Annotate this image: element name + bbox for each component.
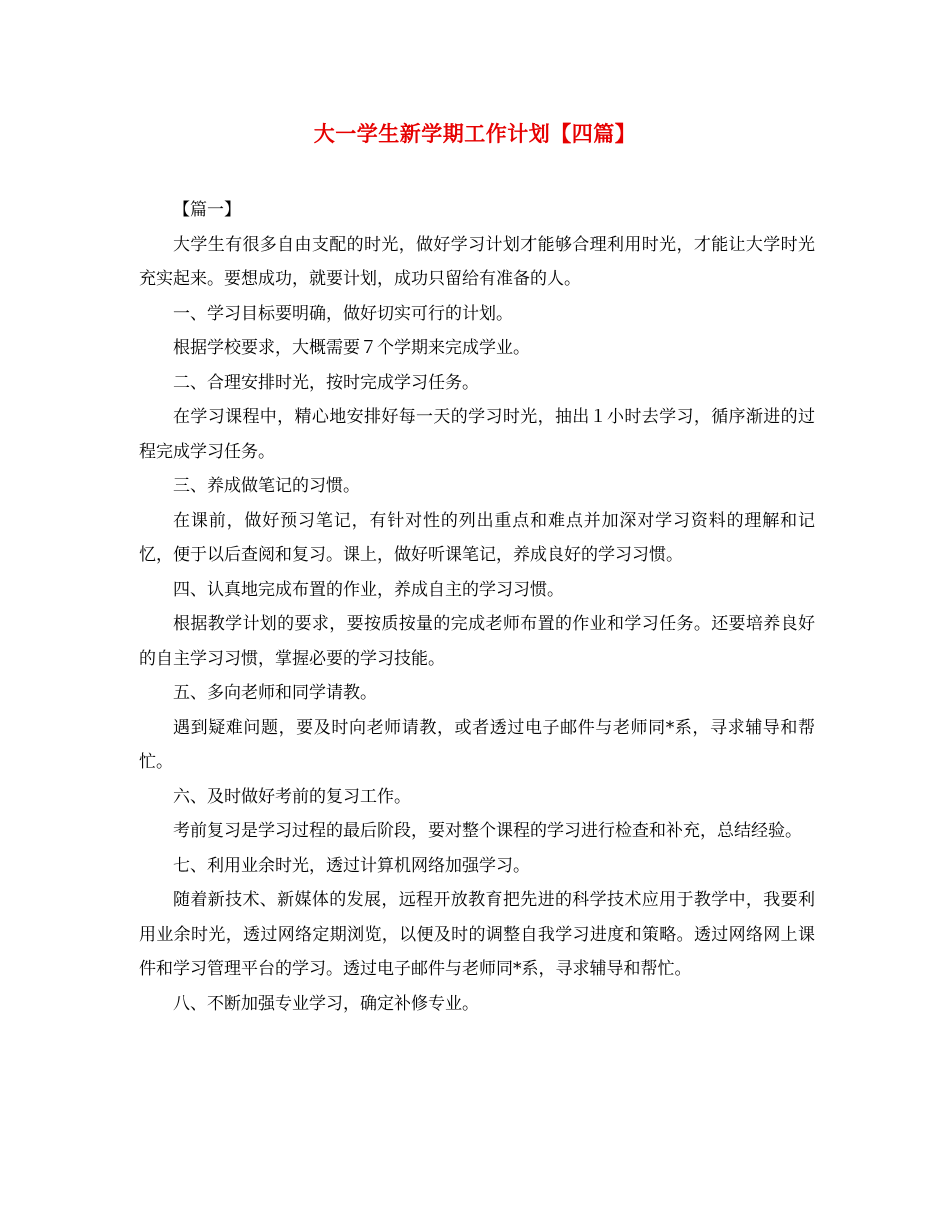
paragraph: 在课前，做好预习笔记，有针对性的列出重点和难点并加深对学习资料的理解和记忆，便于以后查阅和复习。课上，做好听课笔记，养成良好的学习习惯。	[139, 510, 815, 565]
paragraph: 随着新技术、新媒体的发展，远程开放教育把先进的科学技术应用于教学中，我要利用业余时光，透过网络定期浏览，以便及时的调整自我学习进度和策略。透过网络网上课件和学习管理平台的学习。透过电子邮件与老师同*系，寻求辅导和帮忙。	[139, 890, 815, 979]
document-title: 大一学生新学期工作计划【四篇】	[313, 121, 637, 146]
paragraph: 考前复习是学习过程的最后阶段，要对整个课程的学习进行检查和补充，总结经验。	[173, 821, 802, 841]
heading-item: 八、不断加强专业学习，确定补修专业。	[173, 993, 479, 1014]
section-label: 【篇一】	[173, 200, 241, 220]
paragraph: 大学生有很多自由支配的时光，做好学习计划才能够合理利用时光，才能让大学时光充实起来。要想成功，就要计划，成功只留给有准备的人。	[139, 234, 815, 289]
heading-item: 七、利用业余时光，透过计算机网络加强学习。	[173, 855, 530, 876]
heading-item: 六、及时做好考前的复习工作。	[173, 786, 411, 807]
heading-item: 四、认真地完成布置的作业，养成自主的学习习惯。	[173, 579, 564, 600]
heading-item: 一、学习目标要明确，做好切实可行的计划。	[173, 303, 513, 324]
paragraph: 在学习课程中，精心地安排好每一天的学习时光，抽出１小时去学习，循序渐进的过程完成学习任务。	[139, 407, 815, 462]
heading-item: 三、养成做笔记的习惯。	[173, 476, 360, 496]
heading-item: 五、多向老师和同学请教。	[173, 683, 377, 703]
paragraph: 根据教学计划的要求，要按质按量的完成老师布置的作业和学习任务。还要培养良好的自主学习习惯，掌握必要的学习技能。	[139, 614, 815, 669]
document-body	[139, 193, 815, 1021]
paragraph: 根据学校要求，大概需要７个学期来完成学业。	[173, 338, 530, 358]
paragraph: 遇到疑难问题，要及时向老师请教，或者透过电子邮件与老师同*系，寻求辅导和帮忙。	[139, 717, 815, 772]
heading-item: 二、合理安排时光，按时完成学习任务。	[173, 372, 479, 393]
